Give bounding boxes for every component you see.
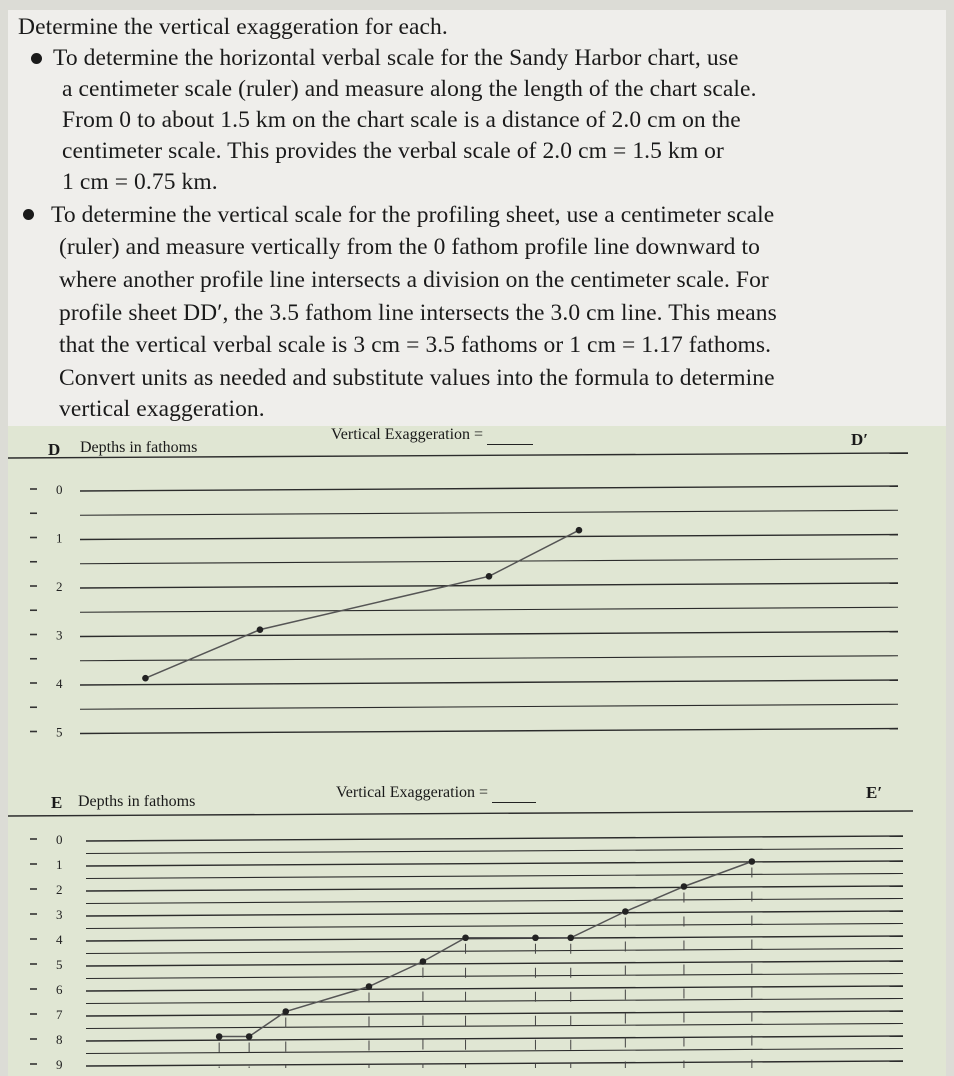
- profile-d-ve-label: Vertical Exaggeration =: [331, 426, 488, 443]
- profile-e-depth-tick-label: 5: [56, 957, 63, 972]
- profile-e-end-label: E′: [866, 783, 883, 802]
- profile-e-profile-line: [86, 836, 903, 841]
- profile-e-profile-point: [462, 934, 469, 941]
- profile-d-depth-tick-label: 4: [56, 676, 63, 691]
- profile-e-graph: [8, 811, 913, 1072]
- profile-e-profile-line: [86, 986, 903, 991]
- profile-e-profile-point: [366, 983, 373, 990]
- profile-d-depth-tick-label: 0: [56, 482, 63, 497]
- profile-e-profile-line: [86, 849, 903, 854]
- profile-d-profile-curve: [145, 530, 579, 678]
- profile-e-start-label: E: [51, 793, 63, 812]
- profile-e-profile-point: [749, 858, 756, 865]
- profile-e-depth-tick-label: 8: [56, 1032, 63, 1047]
- bullet1-line-4: centimeter scale. This provides the verbal scale of 2.0 cm = 1.5 km or: [62, 138, 724, 164]
- profile-e-depth-tick-label: 9: [56, 1057, 63, 1072]
- profile-d-profile-line: [80, 680, 898, 685]
- profile-d-profile-point: [486, 573, 493, 580]
- profile-d-start-label: D: [48, 440, 61, 459]
- profile-e-ve-label: Vertical Exaggeration =: [336, 784, 493, 801]
- profile-e-profile-point: [420, 958, 427, 965]
- bullet2-line-4: profile sheet DD′, the 3.5 fathom line intersects the 3.0 cm line. This means: [59, 300, 777, 326]
- profile-e-profile-point: [681, 883, 688, 890]
- profile-e-depth-tick-label: 3: [56, 907, 63, 922]
- profile-d-profile-line: [80, 607, 898, 612]
- instructions-heading: Determine the vertical exaggeration for each.: [18, 14, 448, 40]
- bullet2-line-1: To determine the vertical scale for the profiling sheet, use a centimeter scale: [51, 202, 775, 228]
- bullet1-line-5: 1 cm = 0.75 km.: [62, 169, 218, 195]
- bullet-icon: [23, 209, 34, 220]
- profile-d-depth-tick-label: 3: [56, 627, 63, 643]
- profile-e-profile-line: [86, 874, 903, 879]
- profile-e-profile-point: [246, 1033, 253, 1040]
- bullet-icon: [31, 53, 42, 64]
- profile-e-profile-line: [86, 974, 903, 979]
- instructions-panel: [8, 10, 946, 426]
- profile-e-profile-line: [86, 886, 903, 891]
- bullet1-line-1: To determine the horizontal verbal scale for the Sandy Harbor chart, use: [53, 45, 739, 71]
- profile-e-profile-line: [86, 1024, 903, 1029]
- profile-e-profile-point: [622, 908, 629, 915]
- profile-e-profile-line: [86, 1011, 903, 1016]
- profile-e-header-line: [8, 811, 913, 816]
- profile-e-profile-line: [86, 999, 903, 1004]
- profile-d-profile-point: [142, 675, 149, 682]
- profile-e-depth-tick-label: 4: [56, 932, 63, 947]
- profile-d-profile-line: [80, 486, 898, 491]
- profile-e-profile-point: [282, 1008, 289, 1015]
- profile-e-profile-line: [86, 1049, 903, 1054]
- profile-e-depth-tick-label: 7: [56, 1007, 63, 1022]
- profile-d-end-label: D′: [851, 430, 869, 449]
- profile-d-profile-line: [80, 535, 898, 540]
- bullet2-line-3: where another profile line intersects a division on the centimeter scale. For: [59, 267, 769, 293]
- profile-e-profile-point: [532, 934, 539, 941]
- profile-d-depth-tick-label: 5: [56, 724, 63, 740]
- profile-d-depth-tick-label: 2: [56, 579, 63, 594]
- bullet2-line-2: (ruler) and measure vertically from the 0 fathom profile line downward to: [59, 234, 760, 260]
- profile-d-profile-line: [80, 704, 898, 709]
- profile-d-axis-title: Depths in fathoms: [80, 439, 198, 456]
- profile-d-profile-line: [80, 729, 898, 734]
- profile-d-profile-line: [80, 583, 898, 588]
- profile-d-profile-line: [80, 510, 898, 515]
- profile-e-profile-line: [86, 924, 903, 929]
- profile-e-profile-line: [86, 949, 903, 954]
- profile-d-profile-point: [576, 527, 583, 534]
- profile-d-depth-tick-label: 1: [56, 530, 63, 546]
- profile-e-profile-line: [86, 911, 903, 916]
- profile-d-graph: [8, 453, 908, 740]
- profile-e-profile-point: [216, 1033, 223, 1040]
- profile-e-depth-tick-label: 0: [56, 832, 63, 847]
- profile-e-profile-line: [86, 1036, 903, 1041]
- bullet2-line-5: that the vertical verbal scale is 3 cm = 3.5 fathoms or 1 cm = 1.17 fathoms.: [59, 332, 772, 358]
- bullet1-line-3: From 0 to about 1.5 km on the chart scale is a distance of 2.0 cm on the: [62, 107, 741, 133]
- profile-e-profile-line: [86, 1061, 903, 1066]
- profile-d-profile-line: [80, 632, 898, 637]
- profile-e-depth-tick-label: 1: [56, 857, 63, 872]
- bullet2-line-7: vertical exaggeration.: [59, 396, 265, 422]
- bullet2-line-6: Convert units as needed and substitute values into the formula to determine: [59, 365, 775, 391]
- profile-drawing: [8, 426, 946, 1076]
- profile-e-depth-tick-label: 2: [56, 882, 63, 897]
- profile-d-header-line: [8, 453, 908, 458]
- profile-e-profile-line: [86, 899, 903, 904]
- profile-e-depth-tick-label: 6: [56, 982, 63, 997]
- profile-sheets: [8, 426, 946, 1076]
- profile-d-profile-point: [257, 626, 264, 633]
- profile-e-axis-title: Depths in fathoms: [78, 793, 196, 810]
- profile-d-profile-line: [80, 559, 898, 564]
- profile-d-profile-line: [80, 656, 898, 661]
- profile-e-profile-point: [567, 934, 574, 941]
- bullet1-line-2: a centimeter scale (ruler) and measure along the length of the chart scale.: [62, 76, 757, 102]
- profile-e-profile-line: [86, 861, 903, 866]
- profile-e-profile-line: [86, 961, 903, 966]
